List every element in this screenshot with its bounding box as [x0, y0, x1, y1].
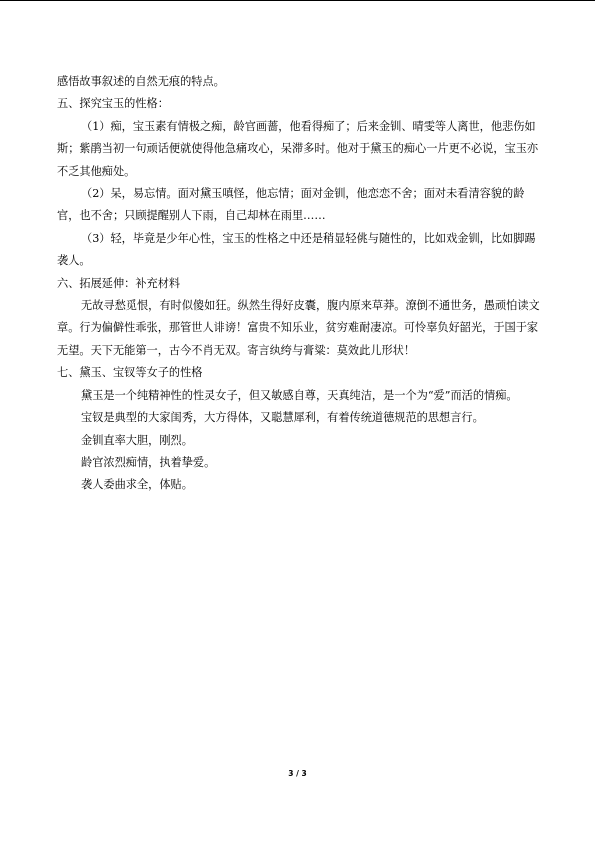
page-number: 3 / 3	[288, 769, 307, 778]
paragraph-xiren: 袭人委曲求全，体贴。	[81, 478, 193, 492]
paragraph-jinchuan: 金钏直率大胆，刚烈。	[81, 433, 193, 447]
paragraph-baochai: 宝钗是典型的大家闺秀，大方得体，又聪慧犀利，有着传统道德规范的思想言行。	[81, 411, 484, 425]
document-body	[57, 71, 541, 497]
top-border-line	[0, 0, 595, 1]
paragraph-daiyu: 黛玉是一个纯精神性的性灵女子，但又敏感自尊，天真纯洁，是一个为“爱”而活的情痴。	[81, 388, 518, 402]
paragraph-trait-3: （3）轻，毕竟是少年心性，宝玉的性格之中还是稍显轻佻与随性的，比如戏金钏，比如脚踢袭人。	[57, 231, 536, 268]
section-heading-6: 六、拓展延伸：补充材料	[57, 276, 181, 290]
paragraph-trait-1: （1）痴，宝玉素有情极之痴，龄官画蔷，他看得痴了；后来金钏、晴雯等人离世，他悲伤如斯；紫鹃当初一句顽话便就使得他急痛攻心，呆滞多时。他对于黛玉的痴心一片更不必说，宝玉亦不乏其他痴处。	[57, 119, 539, 178]
section-heading-7: 七、黛玉、宝钗等女子的性格	[57, 366, 203, 380]
paragraph-trait-2: （2）呆，易忘情。面对黛玉嗔怪，他忘情；面对金钏，他恋恋不舍；面对未看清容貌的龄官，也不舍；只顾提醒别人下雨，自己却林在雨里……	[57, 187, 525, 223]
paragraph-intro-continuation: 感悟故事叙述的自然无痕的特点。	[57, 75, 225, 88]
paragraph-lingguan: 龄官浓烈痴情，执着挚爱。	[81, 455, 216, 469]
paragraph-poem: 无故寻愁觅恨，有时似傻如狂。纵然生得好皮囊，腹内原来草莽。潦倒不通世务，愚顽怕读文章。行为偏僻性乖张，那管世人诽谤！富贵不知乐业，贫穷难耐凄凉。可怜辜负好韶光，于国于家无望。天下无能第一，古今不肖无双。寄言纨绔与膏粱：莫效此儿形状！	[57, 299, 540, 357]
section-heading-5: 五、探究宝玉的性格：	[57, 97, 169, 111]
